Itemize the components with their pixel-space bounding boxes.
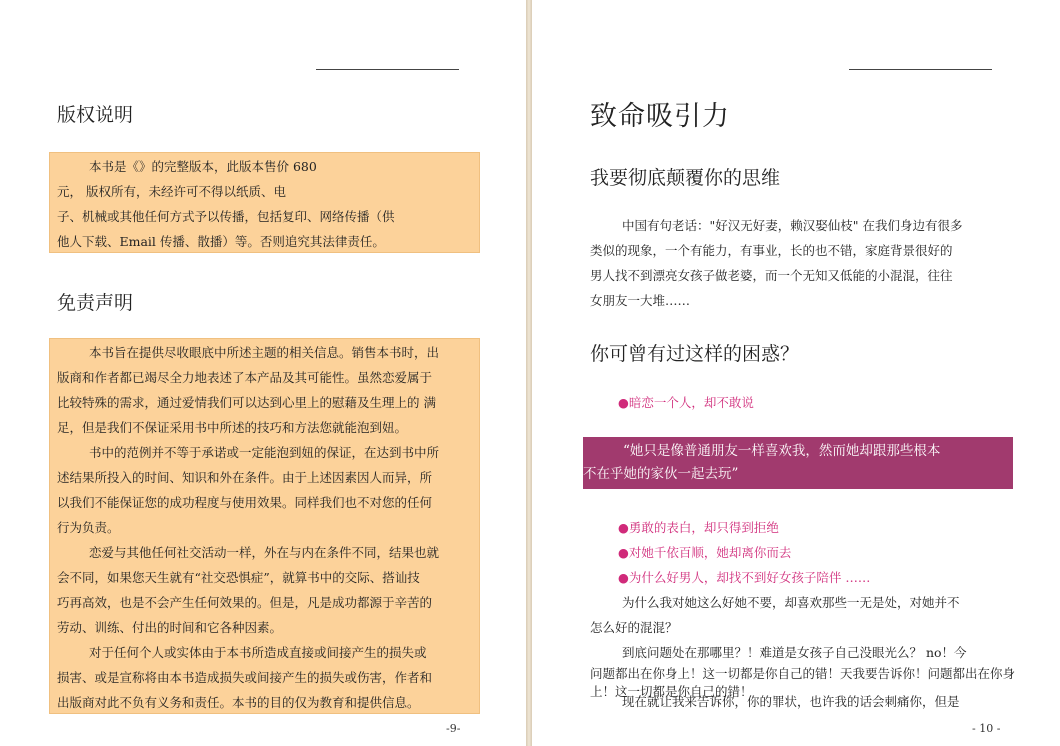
section1-line: 男人找不到漂亮女孩子做老婆，而一个无知又低能的小混混，往往 bbox=[590, 268, 953, 283]
page-number: - 10 - bbox=[972, 722, 1001, 735]
disclaimer-line: 比较特殊的需求，通过爱情我们可以达到心里上的慰藉及生理上的 满 bbox=[57, 395, 436, 410]
section1-title: 我要彻底颠覆你的思维 bbox=[590, 167, 781, 189]
right-page bbox=[532, 0, 1060, 746]
body-line: 怎么好的混混？ bbox=[590, 620, 678, 635]
quote-line: “她只是像普通朋友一样喜欢我，然而她却跟那些根本 bbox=[623, 443, 941, 459]
section1-line: 中国有句老话："好汉无好妻，赖汉娶仙枝" 在我们身边有很多 bbox=[622, 218, 963, 233]
left-page bbox=[0, 0, 526, 746]
disclaimer-text bbox=[57, 340, 439, 715]
disclaimer-line: 以我们不能保证您的成功程度与使用效果。同样我们也不对您的任何 bbox=[57, 495, 433, 510]
body-line: 问题都出在你身上！这一切都是你自己的错！天我要告诉你！问题都出在你身 bbox=[590, 666, 1016, 681]
disclaimer-line: 本书旨在提供尽收眼底中所述主题的相关信息。销售本书时，出 bbox=[89, 345, 440, 360]
body-text-last bbox=[590, 689, 960, 714]
body-line: 为什么我对她这么好她不要，却喜欢那些一无是处，对她并不 bbox=[622, 595, 960, 610]
copyright-line: 他人下载、Email 传播、散播）等。否则追究其法律责任。 bbox=[57, 234, 385, 249]
bullet-item: ●对她千依百顺，她却离你而去 bbox=[618, 545, 792, 560]
section1-text bbox=[590, 213, 962, 313]
copyright-line: 元， 版权所有，未经许可不得以纸质、电 bbox=[57, 184, 286, 199]
copyright-line: 子、机械或其他任何方式予以传播，包括复印、网络传播（供 bbox=[57, 209, 395, 224]
copyright-title: 版权说明 bbox=[57, 104, 134, 126]
disclaimer-line: 述结果所投入的时间、知识和外在条件。由于上述因素因人而异，所 bbox=[57, 470, 433, 485]
disclaimer-line: 行为负责。 bbox=[57, 520, 120, 535]
disclaimer-line: 会不同，如果您天生就有“社交恐惧症”，就算书中的交际、搭讪技 bbox=[57, 570, 420, 585]
disclaimer-line: 巧再高效，也是不会产生任何效果的。但是，凡是成功都源于辛苦的 bbox=[57, 595, 433, 610]
bullet-item: ●暗恋一个人，却不敢说 bbox=[618, 395, 754, 410]
bullet-item: ●为什么好男人，却找不到好女孩子陪伴 …… bbox=[618, 570, 871, 585]
disclaimer-line: 劳动、训练、付出的时间和它各种因素。 bbox=[57, 620, 283, 635]
disclaimer-line: 出版商对此不负有义务和责任。本书的目的仅为教育和提供信息。 bbox=[57, 695, 420, 710]
copyright-text bbox=[57, 154, 395, 254]
body-line: 上！这一切都是你自己的错！ bbox=[590, 684, 753, 699]
section1-line: 女朋友一大堆…… bbox=[590, 293, 691, 308]
disclaimer-line: 损害、或是宣称将由本书造成损失或间接产生的损失或伤害，作者和 bbox=[57, 670, 433, 685]
quote-line: 不在乎她的家伙一起去玩” bbox=[583, 466, 739, 482]
header-rule bbox=[316, 69, 459, 70]
disclaimer-title: 免责声明 bbox=[57, 292, 134, 314]
disclaimer-line: 版商和作者都已竭尽全力地表述了本产品及其可能性。虽然恋爱属于 bbox=[57, 370, 433, 385]
body-line: 到底问题处在那哪里？！难道是女孩子自己没眼光么？ no！今 bbox=[622, 645, 967, 660]
body-text bbox=[590, 590, 967, 665]
quote-text bbox=[583, 440, 941, 486]
disclaimer-line: 书中的范例并不等于承诺或一定能泡到妞的保证，在达到书中所 bbox=[89, 445, 440, 460]
disclaimer-line: 恋爱与其他任何社交活动一样，外在与内在条件不同，结果也就 bbox=[89, 545, 440, 560]
section2-title: 你可曾有过这样的困惑？ bbox=[590, 343, 800, 365]
body-line: 现在就让我来告诉你，你的罪状，也许我的话会刺痛你，但是 bbox=[622, 694, 960, 709]
section1-line: 类似的现象，一个有能力，有事业，长的也不错，家庭背景很好的 bbox=[590, 243, 953, 258]
copyright-line: 本书是《》的完整版本，此版本售价 680 bbox=[89, 159, 317, 174]
header-rule bbox=[849, 69, 992, 70]
page-number: -9- bbox=[446, 722, 461, 735]
main-title: 致命吸引力 bbox=[590, 101, 730, 132]
quote-box bbox=[583, 437, 1013, 489]
bullet-item: ●勇敢的表白，却只得到拒绝 bbox=[618, 520, 779, 535]
disclaimer-line: 对于任何个人或实体由于本书所造成直接或间接产生的损失或 bbox=[89, 645, 427, 660]
disclaimer-line: 足，但是我们不保证采用书中所述的技巧和方法您就能泡到妞。 bbox=[57, 420, 408, 435]
